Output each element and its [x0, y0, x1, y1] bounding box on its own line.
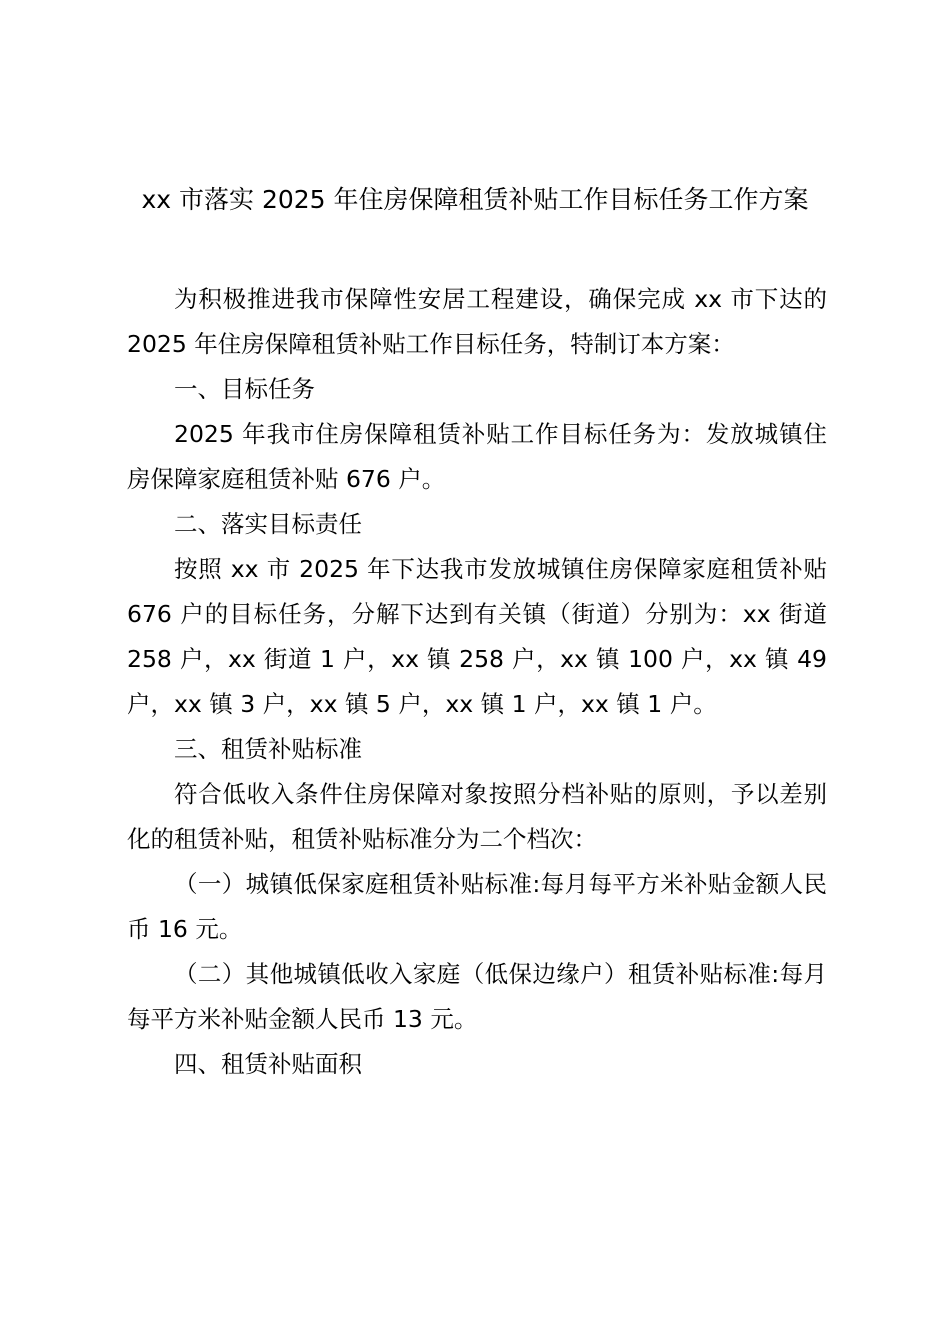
intro-paragraph: 为积极推进我市保障性安居工程建设，确保完成 xx 市下达的 2025 年住房保障租赁补贴工作目标任务，特制订本方案：	[127, 285, 827, 358]
section-heading-standard: 三、租赁补贴标准	[174, 735, 362, 763]
standard-paragraph: 符合低收入条件住房保障对象按照分档补贴的原则，予以差别化的租赁补贴，租赁补贴标准分为二个档次：	[127, 780, 827, 853]
responsibility-paragraph: 按照 xx 市 2025 年下达我市发放城镇住房保障家庭租赁补贴 676 户的目标任务，分解下达到有关镇（街道）分别为：xx 街道 258 户，xx 街道 1 户，xx 镇 258 户，xx 镇 100 户，xx 镇 49 户，xx 镇 3 户，xx 镇 5 户，xx 镇 1 户，xx 镇 1 户。	[127, 555, 827, 718]
standard-item-2: （二）其他城镇低收入家庭（低保边缘户）租赁补贴标准:每月每平方米补贴金额人民币 13 元。	[127, 960, 827, 1033]
section-heading-responsibility: 二、落实目标责任	[174, 510, 362, 538]
targets-paragraph: 2025 年我市住房保障租赁补贴工作目标任务为：发放城镇住房保障家庭租赁补贴 676 户。	[127, 420, 827, 493]
section-heading-targets: 一、目标任务	[174, 375, 315, 403]
section-heading-area: 四、租赁补贴面积	[174, 1050, 362, 1078]
document-title: xx 市落实 2025 年住房保障租赁补贴工作目标任务工作方案	[141, 185, 809, 214]
document-body	[127, 277, 827, 1087]
standard-item-1: （一）城镇低保家庭租赁补贴标准:每月每平方米补贴金额人民币 16 元。	[127, 870, 827, 943]
